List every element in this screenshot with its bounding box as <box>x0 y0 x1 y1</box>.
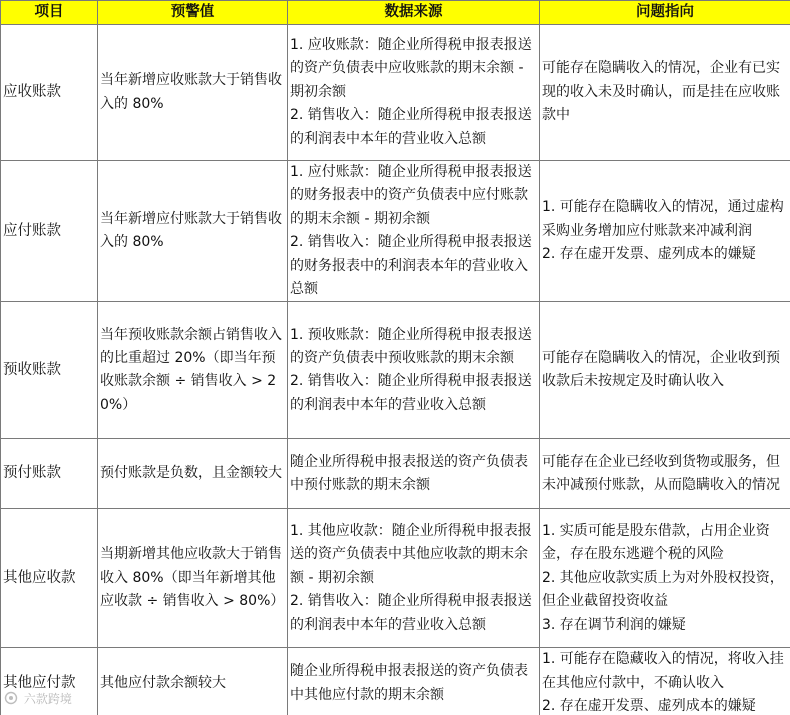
row-source <box>288 509 540 648</box>
issue-line: 可能存在企业已经收到货物或服务，但未冲减预付账款，从而隐瞒收入的情况 <box>542 453 780 493</box>
watermark-text: 六款跨境 <box>23 692 72 706</box>
table-header-row <box>1 1 790 25</box>
row-issue <box>540 648 790 715</box>
watermark-logo-icon <box>4 691 20 705</box>
row-item: 应付账款 <box>1 161 98 302</box>
issue-line: 可能存在隐瞒收入的情况，企业有已实现的收入未及时确认，而是挂在应收账款中 <box>542 60 780 124</box>
row-source <box>288 648 540 715</box>
source-line: 1. 其他应收款：随企业所得税申报表报送的资产负债表中其他应收款的期末余额 - 期初余额 <box>290 522 532 586</box>
table-row <box>1 302 790 439</box>
row-item: 预付账款 <box>1 439 98 509</box>
table-row <box>1 509 790 648</box>
table-row <box>1 25 790 161</box>
watermark <box>4 690 72 707</box>
row-threshold: 当年预收账款余额占销售收入的比重超过 20%（即当年预收账款余额 ÷ 销售收入 > 20%） <box>98 302 288 439</box>
issue-line: 可能存在隐瞒收入的情况，企业收到预收款后未按规定及时确认收入 <box>542 350 780 390</box>
table-row <box>1 161 790 302</box>
header-threshold: 预警值 <box>98 1 288 25</box>
source-line: 2. 销售收入：随企业所得税申报表报送的利润表中本年的营业收入总额 <box>290 593 532 633</box>
header-issue: 问题指向 <box>540 1 790 25</box>
source-line: 2. 销售收入：随企业所得税申报表报送的财务报表中的利润表本年的营业收入总额 <box>290 234 532 298</box>
row-source <box>288 439 540 509</box>
row-item: 应收账款 <box>1 25 98 161</box>
row-issue <box>540 439 790 509</box>
row-issue <box>540 25 790 161</box>
issue-line: 2. 存在虚开发票、虚列成本的嫌疑 <box>542 245 756 262</box>
header-source: 数据来源 <box>288 1 540 25</box>
issue-line: 1. 可能存在隐瞒收入的情况，通过虚构采购业务增加应付账款来冲减利润 <box>542 199 784 239</box>
row-issue <box>540 302 790 439</box>
source-line: 随企业所得税申报表报送的资产负债表中其他应付款的期末余额 <box>290 663 528 703</box>
row-threshold: 当年新增应付账款大于销售收入的 80% <box>98 161 288 302</box>
source-line: 1. 预收账款：随企业所得税申报表报送的资产负债表中预收账款的期末余额 <box>290 326 532 367</box>
source-line: 随企业所得税申报表报送的资产负债表中预付账款的期末余额 <box>290 453 528 493</box>
row-item: 预收账款 <box>1 302 98 439</box>
source-line: 2. 销售收入：随企业所得税申报表报送的利润表中本年的营业收入总额 <box>290 107 532 147</box>
issue-line: 1. 可能存在隐藏收入的情况，将收入挂在其他应付款中，不确认收入 <box>542 651 784 691</box>
row-issue <box>540 509 790 648</box>
row-threshold: 当期新增其他应收款大于销售收入 80%（即当年新增其他应收款 ÷ 销售收入 > 80%） <box>98 509 288 648</box>
issue-line: 2. 存在虚开发票、虚列成本的嫌疑 <box>542 698 756 715</box>
row-issue <box>540 161 790 302</box>
issue-line: 1. 实质可能是股东借款，占用企业资金，存在股东逃避个税的风险 <box>542 522 770 563</box>
row-source <box>288 25 540 161</box>
issue-line: 2. 其他应收款实质上为对外股权投资，但企业截留投资收益 <box>542 569 784 610</box>
issue-line: 3. 存在调节利润的嫌疑 <box>542 616 686 633</box>
source-line: 1. 应收账款：随企业所得税申报表报送的资产负债表中应收账款的期末余额 - 期初余额 <box>290 36 532 100</box>
row-threshold: 预付账款是负数，且金额较大 <box>98 439 288 509</box>
row-source <box>288 161 540 302</box>
row-item: 其他应付款 <box>1 648 98 715</box>
row-item: 其他应收款 <box>1 509 98 648</box>
source-line: 2. 销售收入：随企业所得税申报表报送的利润表中本年的营业收入总额 <box>290 373 532 413</box>
source-line: 1. 应付账款：随企业所得税申报表报送的财务报表中的资产负债表中应付账款的期末余额 - 期初余额 <box>290 164 532 227</box>
row-threshold: 其他应付款余额较大 <box>98 648 288 715</box>
table-row <box>1 648 790 715</box>
header-item: 项目 <box>1 1 98 25</box>
row-source <box>288 302 540 439</box>
table-row <box>1 439 790 509</box>
row-threshold: 当年新增应收账款大于销售收入的 80% <box>98 25 288 161</box>
